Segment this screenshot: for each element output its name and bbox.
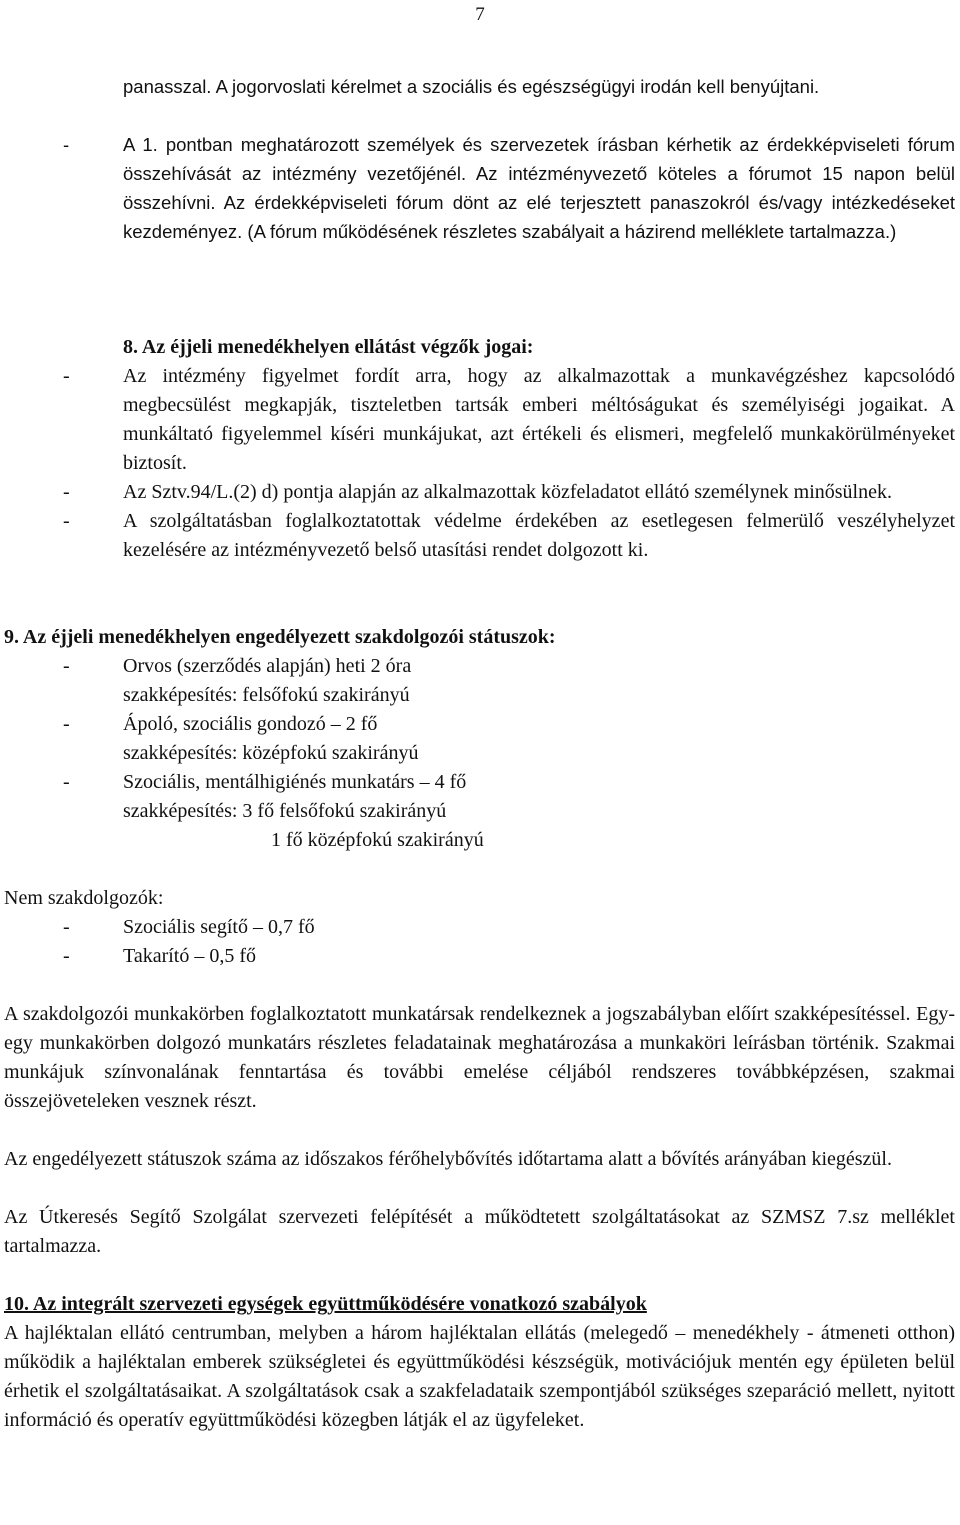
page-number: 7	[475, 4, 485, 25]
forum-bullet	[63, 130, 955, 246]
bullet-dash: -	[63, 510, 70, 532]
list-item	[63, 652, 955, 681]
section-8	[123, 333, 955, 362]
bullet-dash: -	[63, 945, 70, 967]
list-item	[63, 362, 955, 478]
bullet-text: Az Sztv.94/L.(2) d) pontja alapján az alkalmazottak közfeladatot ellátó személynek minősülnek.	[123, 481, 892, 503]
list-item	[63, 942, 955, 971]
expansion-paragraph: Az engedélyezett státuszok száma az időszakos férőhelybővítés időtartama alatt a bővítés arányában kiegészül.	[4, 1148, 892, 1170]
section-10-heading: 10. Az integrált szervezeti egységek együttműködésére vonatkozó szabályok	[4, 1293, 647, 1315]
non-staff-item: Szociális segítő – 0,7 fő	[123, 916, 315, 938]
list-item	[63, 507, 955, 565]
section-8-bullets	[63, 362, 955, 565]
staff-title: Szociális, mentálhigiénés munkatárs – 4 fő	[123, 771, 467, 793]
staff-qualification-2: 1 fő középfokú szakirányú	[271, 829, 484, 851]
staff-qualification: szakképesítés: 3 fő felsőfokú szakirányú	[123, 800, 447, 822]
bullet-dash: -	[63, 365, 70, 387]
list-item	[63, 710, 955, 739]
list-item	[63, 768, 955, 797]
bullet-text: Az intézmény figyelmet fordít arra, hogy az alkalmazottak a munkavégzéshez kapcsolódó megbecsülést megkapják, tiszteletben tartsák emberi méltóságukat és személyiségi jogaikat. A munkáltató figyelemmel kíséri munkájukat, azt értékeli és elismeri, megfelelő munkakörülményeket biztosít.	[123, 365, 955, 474]
non-staff-heading: Nem szakdolgozók:	[4, 887, 164, 909]
structure-paragraph: Az Útkeresés Segítő Szolgálat szervezeti felépítését a működtetett szolgáltatásokat az SZMSZ 7.sz melléklet tartalmazza.	[4, 1206, 955, 1257]
section-9-heading: 9. Az éjjeli menedékhelyen engedélyezett szakdolgozói státuszok:	[4, 626, 556, 648]
bullet-dash: -	[63, 916, 70, 938]
list-item	[63, 913, 955, 942]
staff-title: Orvos (szerződés alapján) heti 2 óra	[123, 655, 412, 677]
bullet-dash: -	[63, 481, 70, 503]
non-staff-item: Takarító – 0,5 fő	[123, 945, 257, 967]
list-item	[63, 478, 955, 507]
section-10-paragraph: A hajléktalan ellátó centrumban, melyben a három hajléktalan ellátás (melegedő – menedékhely - átmeneti otthon) működik a hajléktalan emberek szükségletei és együttműködési készségük, motivációjuk mentén egy épületen belül érhetik el szolgáltatásaikat. A szolgáltatások csak a szakfeladataik szempontjából szükséges szeparáció mellett, nyitott információ és operatív együttműködési közegben látják el az ügyfeleket.	[4, 1322, 955, 1431]
bullet-dash: -	[63, 713, 70, 735]
staff-qualification: szakképesítés: középfokú szakirányú	[123, 742, 419, 764]
bullet-text: A szolgáltatásban foglalkoztatottak védelme érdekében az esetlegesen felmerülő veszélyhelyzet kezelésére az intézményvezető belső utasítási rendet dolgozott ki.	[123, 510, 955, 561]
staff-list	[4, 652, 955, 855]
bullet-dash: -	[63, 655, 70, 677]
bullet-text: A 1. pontban meghatározott személyek és szervezetek írásban kérhetik az érdekképviseleti fórum összehívását az intézmény vezetőjénél. Az intézményvezető köteles a fórumot 15 napon belül összehívni. Az érdekképviseleti fórum dönt az elé terjesztett panaszokról és/vagy intézkedéseket kezdeményez. (A fórum működésének részletes szabályait a házirend melléklete tartalmazza.)	[123, 134, 955, 242]
section-9	[4, 623, 955, 1435]
top-continuation	[123, 72, 955, 101]
staff-qualification: szakképesítés: felsőfokú szakirányú	[123, 684, 410, 706]
bullet-dash: -	[63, 771, 70, 793]
continuation-paragraph: panasszal. A jogorvoslati kérelmet a szociális és egészségügyi irodán kell benyújtani.	[123, 76, 820, 97]
non-staff-list	[4, 913, 955, 971]
staff-paragraph: A szakdolgozói munkakörben foglalkoztatott munkatársak rendelkeznek a jogszabályban előírt szakképesítéssel. Egy-egy munkakörben dolgozó munkatárs részletes feladatainak meghatározása a munkaköri leírásban történik. Szakmai munkájuk színvonalának fenntartása és további emelése céljából rendszeres továbbképzésen, szakmai összejöveteleken vesznek részt.	[4, 1003, 955, 1112]
bullet-dash: -	[63, 134, 70, 155]
staff-title: Ápoló, szociális gondozó – 2 fő	[123, 713, 378, 735]
section-8-heading: 8. Az éjjeli menedékhelyen ellátást végzők jogai:	[123, 336, 534, 358]
